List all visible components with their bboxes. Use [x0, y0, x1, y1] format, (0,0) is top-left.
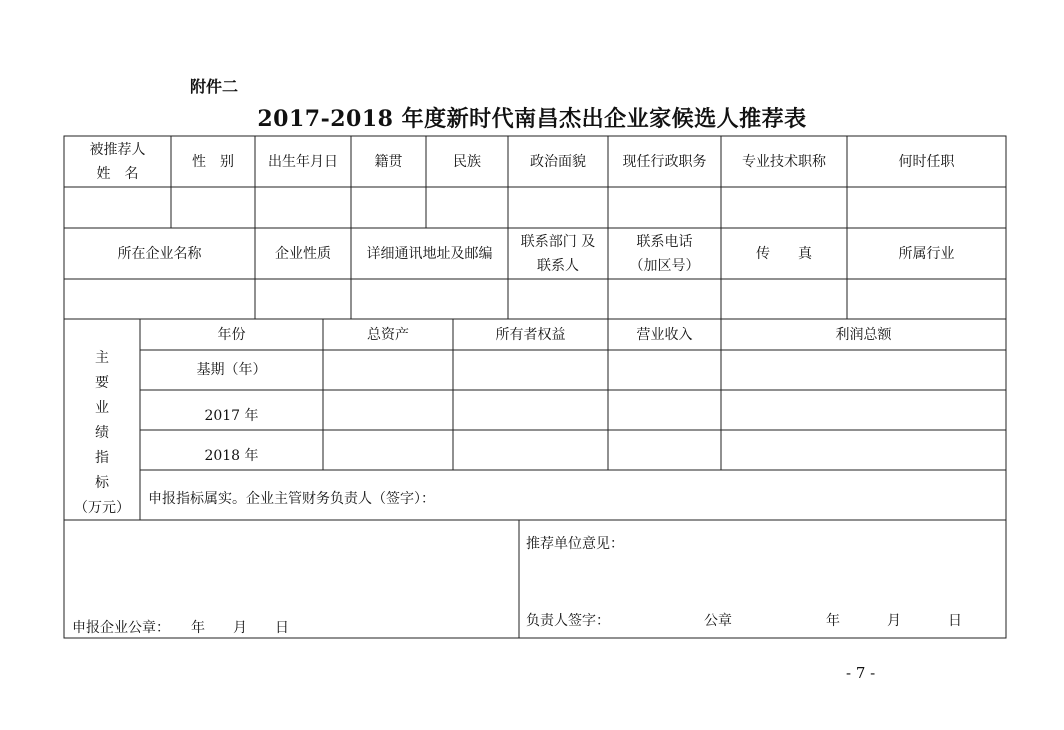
header-professional-title: 专业技术职称 — [742, 153, 826, 170]
side-unit: （万元） — [74, 500, 130, 516]
header-native-place: 籍贯 — [374, 153, 403, 170]
header-nominee-name-line1: 被推荐人 — [89, 141, 146, 158]
header-political-status: 政治面貌 — [530, 153, 586, 170]
header-fax: 传 真 — [756, 245, 812, 262]
header-current-position: 现任行政职务 — [622, 153, 707, 170]
header-since-when: 何时任职 — [898, 153, 955, 170]
side-char: 业 — [95, 400, 109, 416]
header-company-name: 所在企业名称 — [117, 245, 202, 262]
header-nominee-name — [64, 136, 171, 187]
page-number: - 7 - — [846, 664, 876, 682]
header-gender: 性 别 — [192, 153, 234, 170]
performance-side-label — [64, 346, 140, 521]
header-contact-dept-line2: 联系人 — [537, 257, 579, 274]
perf-header-year: 年份 — [217, 326, 246, 343]
attachment-label: 附件二 — [190, 77, 239, 96]
side-char: 绩 — [95, 425, 109, 441]
header-birth-date: 出生年月日 — [268, 153, 338, 170]
side-char: 主 — [95, 350, 109, 366]
perf-header-revenue: 营业收入 — [636, 326, 693, 343]
perf-row-2017: 2017 年 — [204, 408, 259, 424]
form-title: 2017-2018 年度新时代南昌杰出企业家候选人推荐表 — [257, 106, 807, 132]
side-char: 标 — [95, 475, 109, 491]
recommender-opinion-label: 推荐单位意见： — [526, 536, 624, 552]
perf-row-base-year: 基期（年） — [196, 362, 267, 378]
header-contact-dept-line1: 联系部门 及 — [520, 233, 596, 250]
signer-label: 负责人签字： — [526, 613, 610, 629]
side-char: 指 — [95, 450, 109, 466]
side-char: 要 — [95, 375, 109, 391]
header-ethnicity: 民族 — [453, 153, 481, 170]
year-label: 年 — [826, 613, 840, 629]
perf-row-2018: 2018 年 — [204, 448, 259, 464]
day-label: 日 — [948, 613, 962, 629]
perf-header-total-assets: 总资产 — [367, 326, 409, 343]
seal-label: 公章 — [704, 613, 732, 629]
header-industry: 所属行业 — [898, 245, 955, 262]
header-contact-dept — [508, 228, 608, 279]
month-label: 月 — [887, 613, 901, 629]
header-address-postcode: 详细通讯地址及邮编 — [366, 245, 493, 262]
header-phone — [608, 228, 721, 279]
header-phone-line1: 联系电话 — [636, 233, 693, 250]
perf-header-total-profit: 利润总额 — [835, 326, 892, 343]
perf-certification: 申报指标属实。企业主管财务负责人（签字）： — [148, 491, 435, 507]
perf-header-owner-equity: 所有者权益 — [495, 326, 566, 343]
header-nominee-name-line2: 姓 名 — [96, 165, 139, 182]
applicant-seal-line: 申报企业公章： 年 月 日 — [72, 620, 289, 636]
header-company-nature: 企业性质 — [275, 245, 331, 262]
header-phone-line2: （加区号） — [629, 257, 700, 274]
